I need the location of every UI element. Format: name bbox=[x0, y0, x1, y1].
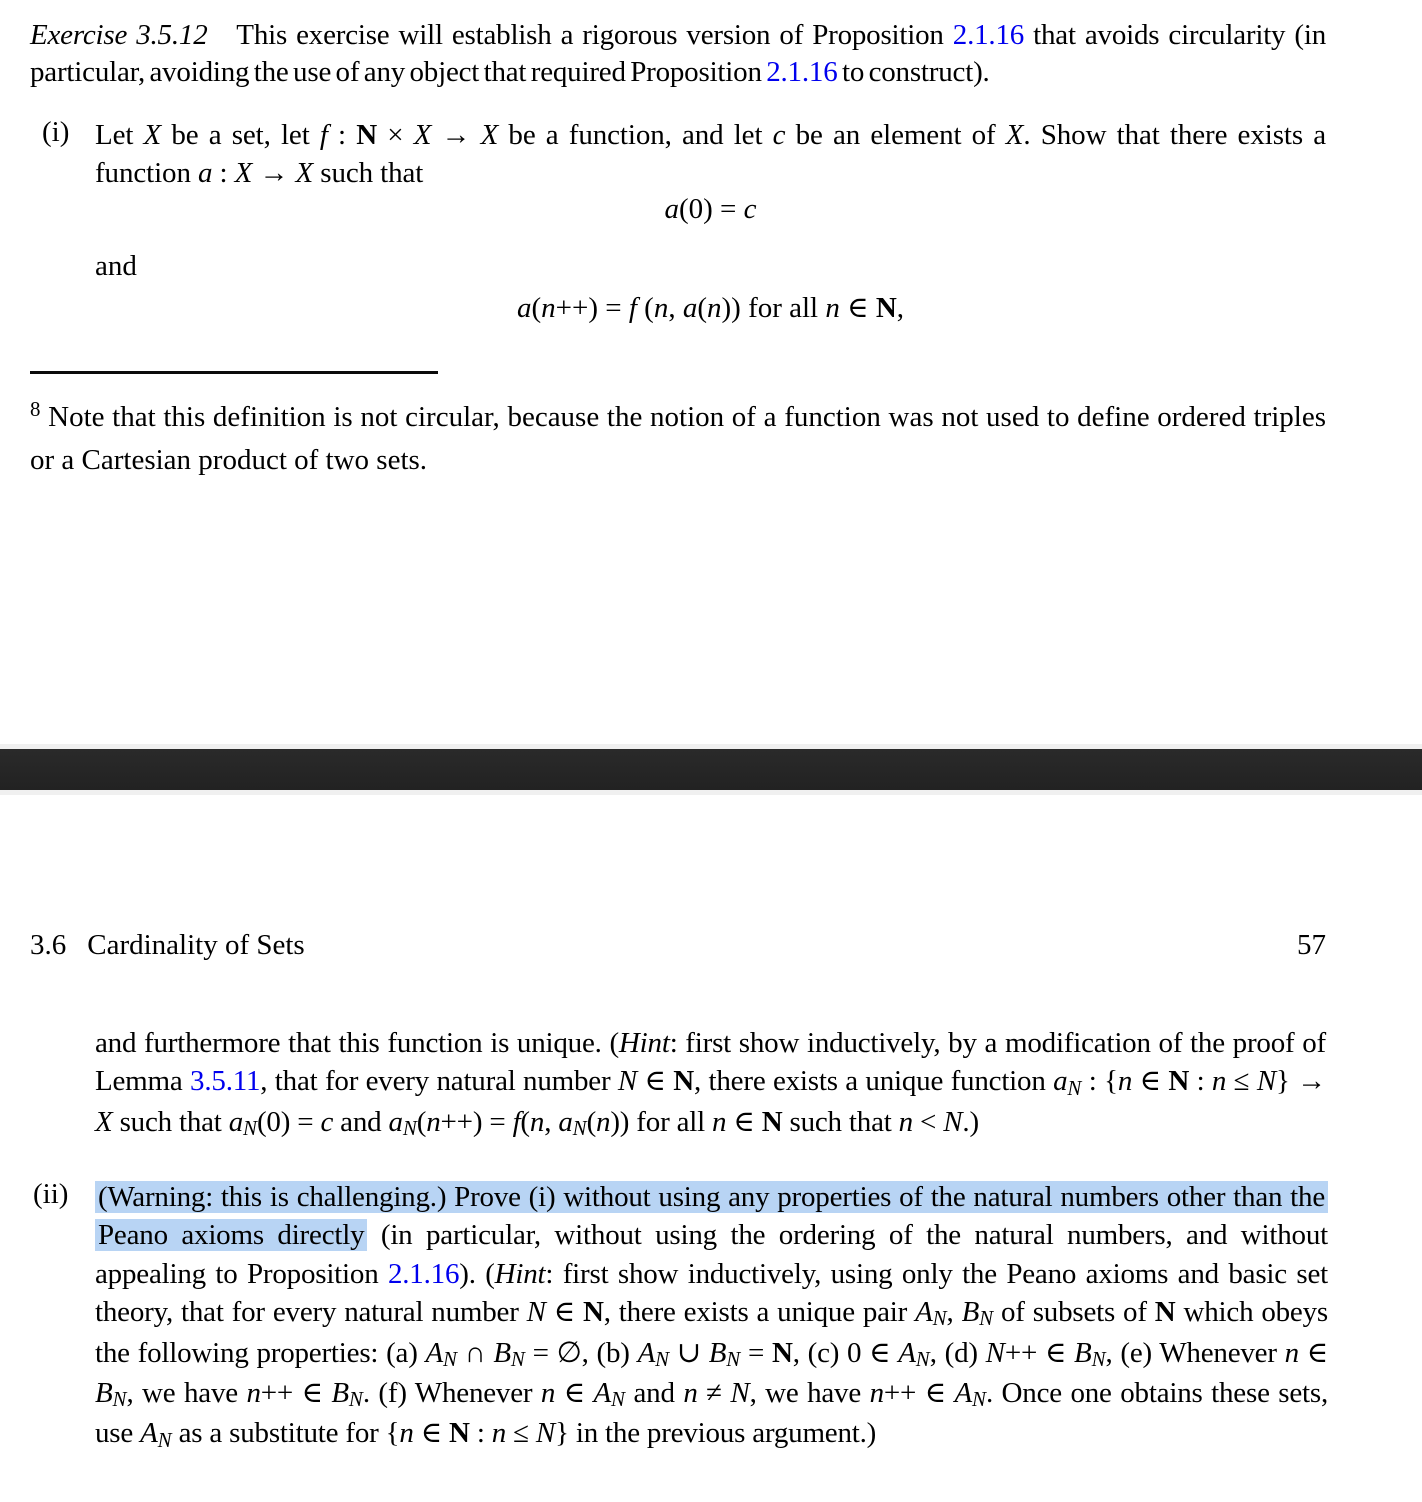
text-run: N bbox=[510, 1346, 525, 1371]
text-run: ∈ bbox=[545, 1296, 583, 1329]
text-run: N bbox=[402, 1115, 417, 1140]
text-run: be a set, let bbox=[161, 119, 320, 151]
text-run: 8 bbox=[30, 396, 41, 421]
reference-link[interactable]: 2.1.16 bbox=[766, 56, 838, 88]
text-run: N bbox=[1256, 1065, 1276, 1098]
text-run: N bbox=[1168, 1065, 1190, 1098]
text-run: N bbox=[875, 292, 897, 324]
text-run: n bbox=[529, 1105, 545, 1138]
text-run: N bbox=[730, 1377, 750, 1410]
text-run: X bbox=[143, 119, 162, 151]
text-run: , bbox=[896, 292, 905, 324]
text-run: , there exists a unique function bbox=[694, 1065, 1054, 1098]
text-run: A bbox=[593, 1377, 612, 1410]
text-run: , that for every natural number bbox=[260, 1065, 618, 1098]
text-run: → bbox=[431, 119, 481, 151]
footnote-text bbox=[30, 397, 1326, 481]
text-run: ( bbox=[586, 1105, 597, 1138]
text-run: X bbox=[1005, 119, 1024, 151]
text-run: N bbox=[449, 1417, 470, 1450]
text-run: , bbox=[544, 1105, 559, 1138]
text-run: N bbox=[243, 1115, 257, 1140]
item-i-label: (i) bbox=[42, 116, 70, 148]
text-run: ++ ∈ bbox=[260, 1377, 332, 1410]
text-run: A bbox=[898, 1336, 916, 1369]
text-run: : bbox=[327, 119, 357, 151]
text-run: This exercise will establish a rigorous version of Proposition bbox=[207, 19, 953, 51]
text-run: ++ ∈ bbox=[1004, 1336, 1075, 1369]
text-run: : { bbox=[1081, 1065, 1118, 1098]
reference-link[interactable]: 3.5.11 bbox=[190, 1065, 261, 1098]
text-run: , we have bbox=[749, 1377, 870, 1410]
text-run: (0) = bbox=[256, 1105, 321, 1138]
text-run: N bbox=[1154, 1296, 1176, 1329]
text-run: B bbox=[961, 1296, 980, 1329]
text-run: , (e) Whenever bbox=[1105, 1336, 1285, 1369]
text-run: N bbox=[673, 1065, 695, 1098]
section-title: Cardinality of Sets bbox=[87, 929, 305, 961]
reference-link[interactable]: 2.1.16 bbox=[387, 1257, 460, 1290]
text-run: n bbox=[1284, 1336, 1299, 1369]
text-run: X bbox=[234, 157, 253, 189]
item-i-continuation-paragraph bbox=[95, 1024, 1326, 1143]
text-run: → bbox=[252, 157, 296, 189]
text-run: : bbox=[212, 157, 235, 189]
text-run: to construct). bbox=[837, 56, 990, 88]
text-run: c bbox=[772, 119, 786, 151]
text-run: A bbox=[954, 1377, 973, 1410]
text-run: , there exists a unique pair bbox=[603, 1296, 916, 1329]
text-run: N bbox=[655, 1346, 670, 1371]
text-run: ≤ bbox=[1226, 1065, 1257, 1098]
text-run: that avoids circularity (in particular, avoiding the use of any object that required Proposition bbox=[30, 19, 1327, 88]
text-run: a bbox=[558, 1105, 573, 1138]
text-run: N bbox=[726, 1346, 741, 1371]
text-run: ∈ bbox=[555, 1377, 594, 1410]
text-run: N bbox=[572, 1115, 587, 1140]
text-run: ++) = bbox=[440, 1105, 513, 1138]
text-run: n bbox=[898, 1105, 913, 1138]
page-number: 57 bbox=[1297, 929, 1326, 961]
text-run: n bbox=[1211, 1065, 1227, 1098]
text-run: be a function, and let bbox=[498, 119, 773, 151]
text-run: N bbox=[1067, 1075, 1082, 1100]
text-run: , (d) bbox=[929, 1336, 986, 1369]
text-run: , bbox=[946, 1296, 962, 1329]
text-run: N bbox=[526, 1296, 546, 1329]
text-run: N bbox=[943, 1105, 963, 1138]
text-run: (Warning: this is challenging.) Prove (i) without using any properties of the natural numbers other than the Peano axioms directly bbox=[95, 1181, 1328, 1251]
text-run: X bbox=[413, 119, 432, 151]
text-run: of subsets of bbox=[993, 1296, 1155, 1329]
text-run: and furthermore that this function is unique. ( bbox=[95, 1027, 619, 1059]
reference-link[interactable]: 2.1.16 bbox=[952, 19, 1025, 51]
text-run: )) for all bbox=[610, 1105, 713, 1138]
text-run: N bbox=[443, 1346, 457, 1371]
text-run: ). ( bbox=[459, 1257, 495, 1290]
text-run: ∩ bbox=[456, 1336, 494, 1369]
text-run: = ∅, (b) bbox=[524, 1336, 638, 1369]
page-divider-bar bbox=[0, 749, 1422, 790]
text-run: N bbox=[157, 1427, 172, 1452]
text-run: n bbox=[541, 292, 556, 324]
text-run: : bbox=[1189, 1065, 1212, 1098]
text-run: such that bbox=[313, 157, 424, 189]
text-run: : bbox=[469, 1417, 492, 1450]
text-run: a bbox=[388, 1105, 403, 1138]
item-ii-label: (ii) bbox=[33, 1178, 69, 1210]
text-run: be an element of bbox=[785, 119, 1006, 151]
text-run: B bbox=[95, 1377, 113, 1410]
text-run: , we have bbox=[126, 1377, 247, 1410]
text-run: ∈ bbox=[839, 292, 876, 324]
text-run: N bbox=[112, 1387, 127, 1412]
text-run: n bbox=[491, 1417, 507, 1450]
item-i-body bbox=[95, 116, 1326, 192]
text-run: ∪ bbox=[669, 1336, 709, 1369]
text-run: : first show inductively, using only the Peano axioms and basic set theory, that for every natural number bbox=[95, 1257, 1328, 1329]
text-run: (0) = bbox=[678, 193, 744, 225]
text-run: f bbox=[628, 292, 637, 324]
text-run: X bbox=[480, 119, 499, 151]
text-run: n bbox=[1117, 1065, 1133, 1098]
text-run: n bbox=[540, 1377, 556, 1410]
text-run: X bbox=[95, 1105, 113, 1138]
text-run: n bbox=[246, 1377, 261, 1410]
text-run: . Once one obtains these sets, use bbox=[95, 1377, 1329, 1450]
text-run: B bbox=[493, 1336, 511, 1369]
text-run: × bbox=[377, 119, 414, 151]
text-run: B bbox=[1074, 1336, 1092, 1369]
text-run: ++) = bbox=[555, 292, 629, 324]
text-run: ( bbox=[697, 292, 707, 324]
text-run: } in the previous argument.) bbox=[555, 1417, 877, 1450]
text-run: N bbox=[611, 1387, 625, 1412]
text-run: ∈ bbox=[1298, 1336, 1329, 1369]
section-number: 3.6 bbox=[30, 929, 67, 961]
text-run: such that bbox=[782, 1105, 899, 1138]
text-run: ( bbox=[416, 1105, 427, 1138]
text-run: )) for all bbox=[721, 292, 826, 324]
text-run: .) bbox=[962, 1105, 979, 1138]
text-run: A bbox=[915, 1296, 933, 1329]
text-run: N bbox=[535, 1417, 556, 1450]
text-run: ( bbox=[531, 292, 542, 324]
text-run: ∈ bbox=[637, 1065, 674, 1098]
exercise-paragraph bbox=[30, 17, 1326, 91]
text-run: N bbox=[915, 1346, 930, 1371]
text-run: N bbox=[772, 1336, 793, 1369]
text-run: n bbox=[707, 292, 722, 324]
text-run: Exercise 3.5.12 bbox=[30, 19, 208, 51]
text-run: ( bbox=[520, 1105, 530, 1138]
text-run: N bbox=[972, 1387, 986, 1412]
text-run: (in particular, without using the ordering of the natural numbers, and without appealing to Proposition bbox=[95, 1219, 1329, 1290]
running-header bbox=[30, 929, 1326, 962]
text-run: a bbox=[198, 157, 213, 189]
text-run: < bbox=[912, 1105, 944, 1138]
text-run: } → bbox=[1276, 1065, 1326, 1098]
text-run: A bbox=[637, 1336, 656, 1369]
text-run: n bbox=[426, 1105, 441, 1138]
text-run: A bbox=[140, 1417, 158, 1450]
text-run: N bbox=[979, 1306, 994, 1331]
text-run: a bbox=[682, 292, 698, 324]
text-run: , bbox=[668, 292, 683, 324]
text-run: X bbox=[295, 157, 314, 189]
text-run: n bbox=[683, 1377, 698, 1410]
text-run: , (c) 0 ∈ bbox=[792, 1336, 899, 1369]
text-run: a bbox=[516, 292, 532, 324]
text-run: ∈ bbox=[413, 1417, 450, 1450]
text-run: N bbox=[761, 1105, 783, 1138]
text-run: n bbox=[825, 292, 840, 324]
text-run: and bbox=[624, 1377, 684, 1410]
page-boundary-gap bbox=[0, 744, 1422, 795]
text-run: such that bbox=[112, 1105, 229, 1138]
equation-initial-condition bbox=[95, 193, 1326, 226]
text-run: a bbox=[228, 1105, 244, 1138]
text-run: B bbox=[331, 1377, 349, 1410]
text-run: : first show inductively, by a modification of the proof of Lemma bbox=[95, 1027, 1326, 1098]
text-run: N bbox=[932, 1306, 947, 1331]
text-run: N bbox=[985, 1336, 1005, 1369]
text-run: N bbox=[617, 1065, 638, 1098]
item-ii-body bbox=[95, 1178, 1328, 1455]
text-run: c bbox=[743, 193, 757, 225]
text-run: N bbox=[348, 1387, 363, 1412]
text-run: and bbox=[333, 1105, 389, 1138]
text-run: N bbox=[1091, 1346, 1106, 1371]
text-run: Hint bbox=[618, 1027, 670, 1059]
text-run: ≤ bbox=[506, 1417, 536, 1450]
text-run: ++ ∈ bbox=[883, 1377, 955, 1410]
text-run: which obeys the following properties: (a) bbox=[95, 1296, 1328, 1369]
text-run: as a substitute for { bbox=[171, 1417, 400, 1450]
equation-recursion bbox=[95, 290, 1326, 325]
text-run: Let bbox=[95, 119, 144, 151]
text-run: ( bbox=[636, 292, 654, 324]
text-run: ∈ bbox=[726, 1105, 762, 1138]
text-run: N bbox=[356, 119, 378, 151]
text-run: a bbox=[664, 193, 679, 225]
conjunction-and: and bbox=[95, 250, 137, 282]
text-run: n bbox=[653, 292, 669, 324]
footnote-rule bbox=[30, 371, 438, 374]
text-run: a bbox=[1053, 1065, 1068, 1098]
text-run: f bbox=[319, 119, 328, 151]
text-run: n bbox=[712, 1105, 727, 1138]
text-run: n bbox=[399, 1417, 414, 1450]
text-run: ∈ bbox=[1132, 1065, 1169, 1098]
text-run: . (f) Whenever bbox=[362, 1377, 541, 1410]
text-run: c bbox=[320, 1105, 334, 1138]
text-run: n bbox=[596, 1105, 611, 1138]
text-run: n bbox=[869, 1377, 884, 1410]
text-run: N bbox=[583, 1296, 604, 1329]
text-run: Hint bbox=[494, 1257, 546, 1290]
text-run: . Show that there exists a function bbox=[95, 119, 1326, 189]
text-run: A bbox=[425, 1336, 444, 1369]
text-run: Note that this definition is not circular, because the notion of a function was not used to define ordered triples or a Cartesian product of two sets. bbox=[30, 401, 1326, 476]
text-run: B bbox=[708, 1336, 727, 1369]
text-run: = bbox=[740, 1336, 773, 1369]
text-run: f bbox=[512, 1105, 521, 1138]
text-run: ≠ bbox=[697, 1377, 731, 1410]
